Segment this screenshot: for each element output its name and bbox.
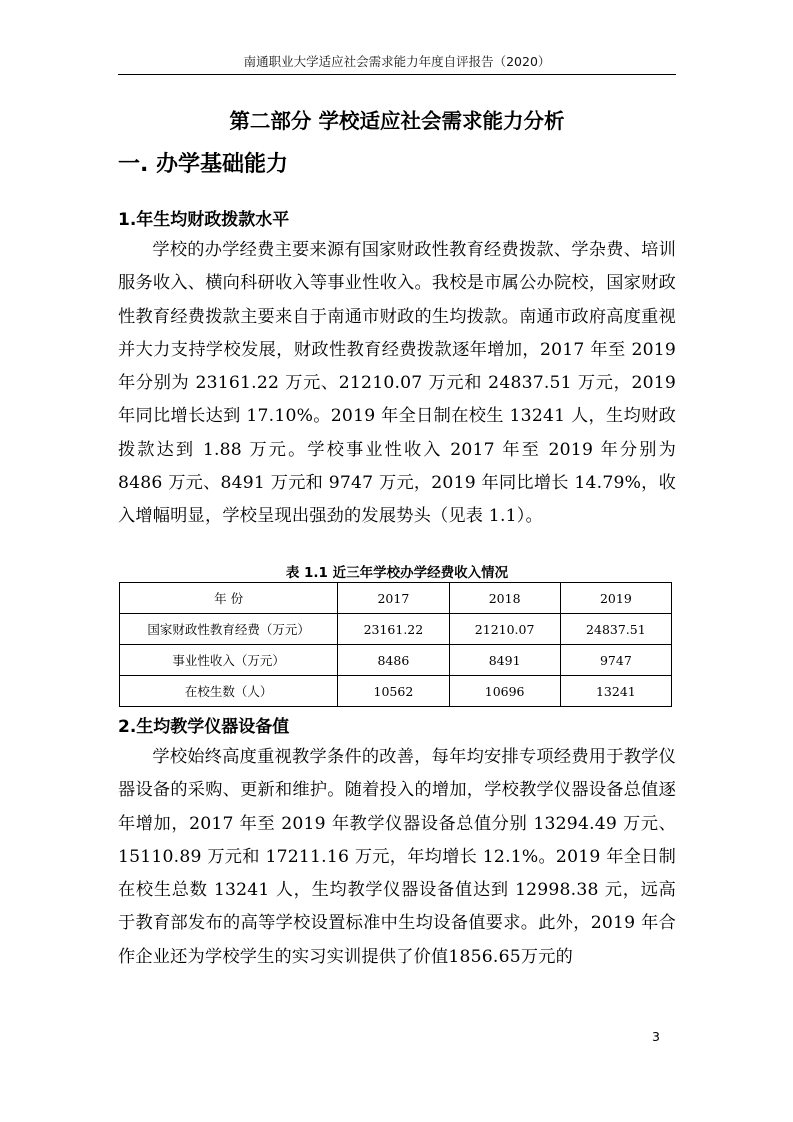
table-cell: 10696 <box>449 676 560 707</box>
subsection-2-title: 2.生均教学仪器设备值 <box>118 717 290 737</box>
table-header-cell: 年 份 <box>120 583 338 614</box>
section-title: 一. 办学基础能力 <box>118 152 289 177</box>
table-cell: 事业性收入（万元） <box>120 645 338 676</box>
subsection-1-title: 1.年生均财政拨款水平 <box>118 210 290 230</box>
page-number: 3 <box>652 1029 660 1044</box>
table-header-cell: 2019 <box>560 583 671 614</box>
table-cell: 8486 <box>338 645 449 676</box>
table-cell: 10562 <box>338 676 449 707</box>
funding-table <box>119 582 672 707</box>
table-row <box>120 676 672 707</box>
table-cell: 国家财政性教育经费（万元） <box>120 614 338 645</box>
table-header-cell: 2017 <box>338 583 449 614</box>
part-title: 第二部分 学校适应社会需求能力分析 <box>229 109 565 133</box>
table-header-cell: 2018 <box>449 583 560 614</box>
table-cell: 8491 <box>449 645 560 676</box>
table-row <box>120 614 672 645</box>
table-row <box>120 645 672 676</box>
table-cell: 24837.51 <box>560 614 671 645</box>
subsection-2-paragraph: 学校始终高度重视教学条件的改善，每年均安排专项经费用于教学仪器设备的采购、更新和维护。随着投入的增加，学校教学仪器设备总值逐年增加，2017 年至 2019 年教学仪器设备总值分别 13294.49 万元、15110.89 万元和 17211.16 万元，年均增长 12.1%。2019 年全日制在校生总数 13241 人，生均教学仪器设备值达到 12998.38 元，远高于教育部发布的高等学校设置标准中生均设备值要求。此外，2019 年合作企业还为学校学生的实习实训提供了价值1856.65万元的 <box>118 747 676 967</box>
table-cell: 9747 <box>560 645 671 676</box>
subsection-1-paragraph: 学校的办学经费主要来源有国家财政性教育经费拨款、学杂费、培训服务收入、横向科研收入等事业性收入。我校是市属公办院校，国家财政性教育经费拨款主要来自于南通市财政的生均拨款。南通市政府高度重视并大力支持学校发展，财政性教育经费拨款逐年增加，2017 年至 2019 年分别为 23161.22 万元、21210.07 万元和 24837.51 万元，2019 年同比增长达到 17.10%。2019 年全日制在校生 13241 人，生均财政拨款达到 1.88 万元。学校事业性收入 2017 年至 2019 年分别为 8486 万元、8491 万元和 9747 万元，2019 年同比增长 14.79%，收入增幅明显，学校呈现出强劲的发展势头（见表 1.1）。 <box>118 240 676 527</box>
table-cell: 13241 <box>560 676 671 707</box>
table-cell: 21210.07 <box>449 614 560 645</box>
table-cell: 在校生数（人） <box>120 676 338 707</box>
header-rule <box>118 74 676 75</box>
table-caption: 表 1.1 近三年学校办学经费收入情况 <box>285 565 509 581</box>
table-header-row <box>120 583 672 614</box>
table-cell: 23161.22 <box>338 614 449 645</box>
running-header: 南通职业大学适应社会需求能力年度自评报告（2020） <box>243 54 551 69</box>
